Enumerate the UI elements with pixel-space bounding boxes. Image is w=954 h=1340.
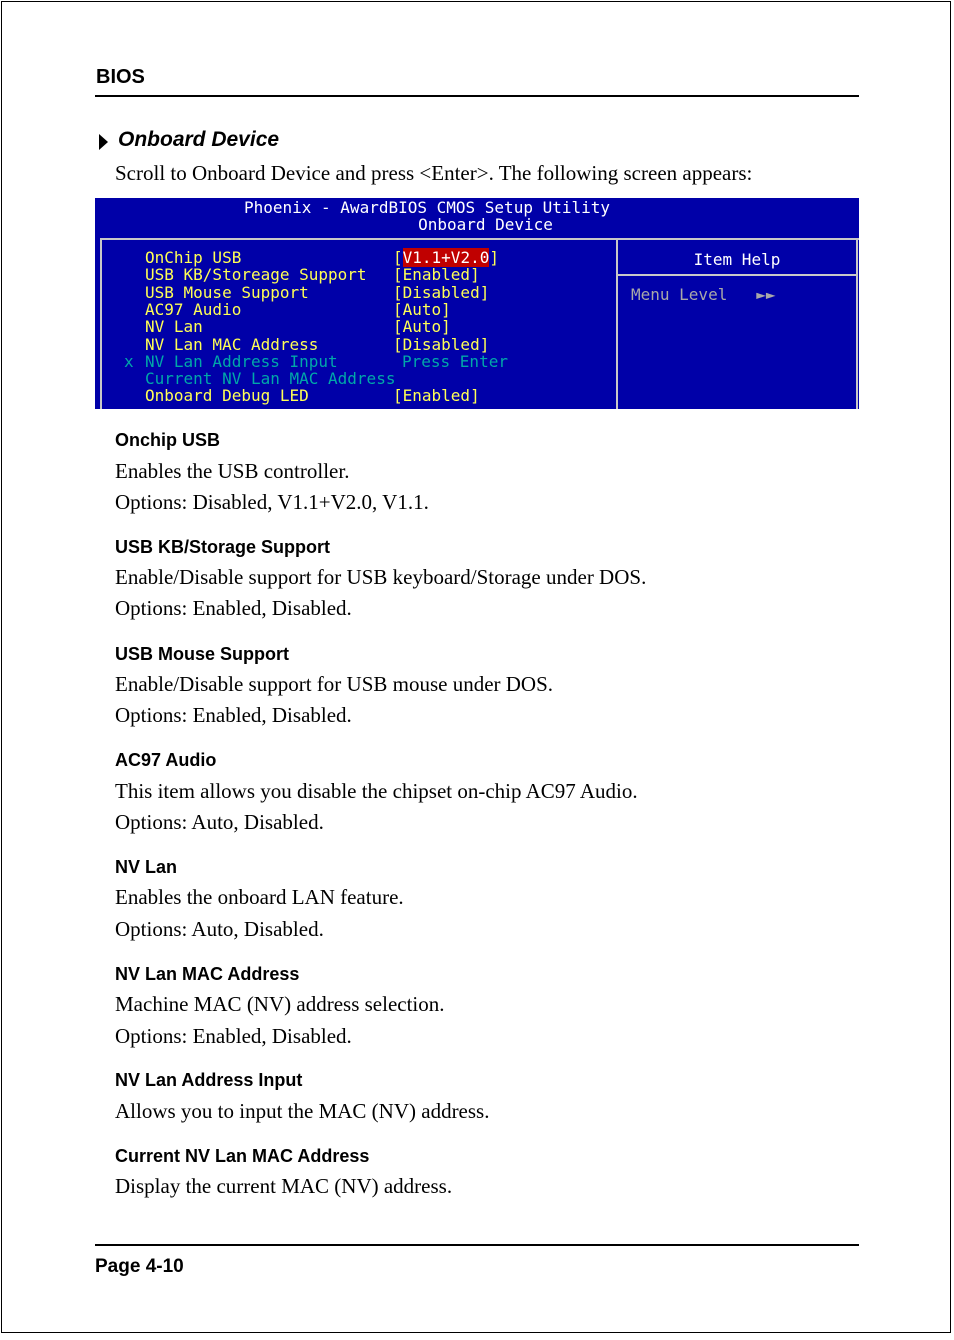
item-help-title: Item Help <box>693 250 781 269</box>
bios-row-value[interactable]: [Enabled] <box>393 265 480 284</box>
bios-title: Phoenix - AwardBIOS CMOS Setup Utility <box>243 198 611 217</box>
item-heading: USB Mouse Support <box>115 644 289 664</box>
bios-row-label[interactable]: Onboard Debug LED <box>145 386 309 405</box>
footer-rule <box>95 1244 859 1246</box>
item-description: Enables the USB controller. <box>115 459 350 483</box>
bios-row-label[interactable]: NV Lan MAC Address <box>145 335 319 354</box>
bios-row-value: Press Enter <box>402 352 508 371</box>
item-heading: USB KB/Storage Support <box>115 537 331 557</box>
bios-row-disabled-marker: x <box>124 352 134 371</box>
item-description: Enable/Disable support for USB keyboard/Storage under DOS. <box>115 565 647 589</box>
item-description: Enable/Disable support for USB mouse under DOS. <box>115 672 554 696</box>
bios-row-label: Current NV Lan MAC Address <box>145 369 396 388</box>
item-heading: NV Lan MAC Address <box>115 964 300 984</box>
item-heading: Onchip USB <box>115 430 221 450</box>
bios-screen <box>95 198 859 409</box>
item-heading: NV Lan Address Input <box>115 1070 303 1090</box>
bios-row-value[interactable]: [Auto] <box>393 317 451 336</box>
section-intro: Scroll to Onboard Device and press <Enter>. The following screen appears: <box>115 161 753 185</box>
selected-value-highlight[interactable]: V1.1+V2.0 <box>402 248 490 267</box>
item-options: Options: Enabled, Disabled. <box>115 596 352 620</box>
item-heading: NV Lan <box>115 857 178 877</box>
bios-row-label[interactable]: USB KB/Storeage Support <box>145 265 367 284</box>
header-rule <box>95 95 859 97</box>
bios-row-label[interactable]: USB Mouse Support <box>145 283 309 302</box>
item-options: Options: Auto, Disabled. <box>115 810 324 834</box>
header-title: BIOS <box>96 66 145 88</box>
bracket-open: [ <box>393 248 403 267</box>
bios-frame-top <box>100 238 859 240</box>
bios-row-label[interactable]: AC97 Audio <box>145 300 242 319</box>
bios-frame-right <box>856 238 858 409</box>
bios-subtitle: Onboard Device <box>418 215 553 234</box>
item-description: Display the current MAC (NV) address. <box>115 1174 453 1198</box>
triangle-bullet-icon <box>99 134 108 150</box>
item-description: This item allows you disable the chipset on-chip AC97 Audio. <box>115 779 638 803</box>
item-options: Options: Enabled, Disabled. <box>115 1024 352 1048</box>
bios-row-label[interactable]: OnChip USB <box>145 248 242 267</box>
bios-frame-left <box>100 238 102 409</box>
item-heading: Current NV Lan MAC Address <box>115 1146 370 1166</box>
bios-row-value-selected[interactable] <box>393 249 499 266</box>
bios-help-rule <box>618 274 856 276</box>
bios-row-label[interactable]: NV Lan <box>145 317 203 336</box>
section-title: Onboard Device <box>118 128 280 151</box>
bracket-close: ] <box>489 248 499 267</box>
bios-row-value[interactable]: [Enabled] <box>393 386 480 405</box>
page-number: Page 4-10 <box>95 1256 184 1277</box>
item-help-text: Menu Level ►► <box>631 285 776 304</box>
item-options: Options: Enabled, Disabled. <box>115 703 352 727</box>
bios-row-label: NV Lan Address Input <box>145 352 338 371</box>
item-description: Enables the onboard LAN feature. <box>115 885 404 909</box>
item-heading: AC97 Audio <box>115 750 217 770</box>
bios-row-value[interactable]: [Disabled] <box>393 283 490 302</box>
bios-row-value[interactable]: [Disabled] <box>393 335 490 354</box>
item-options: Options: Auto, Disabled. <box>115 917 324 941</box>
item-description: Machine MAC (NV) address selection. <box>115 992 445 1016</box>
item-description: Allows you to input the MAC (NV) address. <box>115 1099 490 1123</box>
bios-row-value[interactable]: [Auto] <box>393 300 451 319</box>
item-options: Options: Disabled, V1.1+V2.0, V1.1. <box>115 490 429 514</box>
